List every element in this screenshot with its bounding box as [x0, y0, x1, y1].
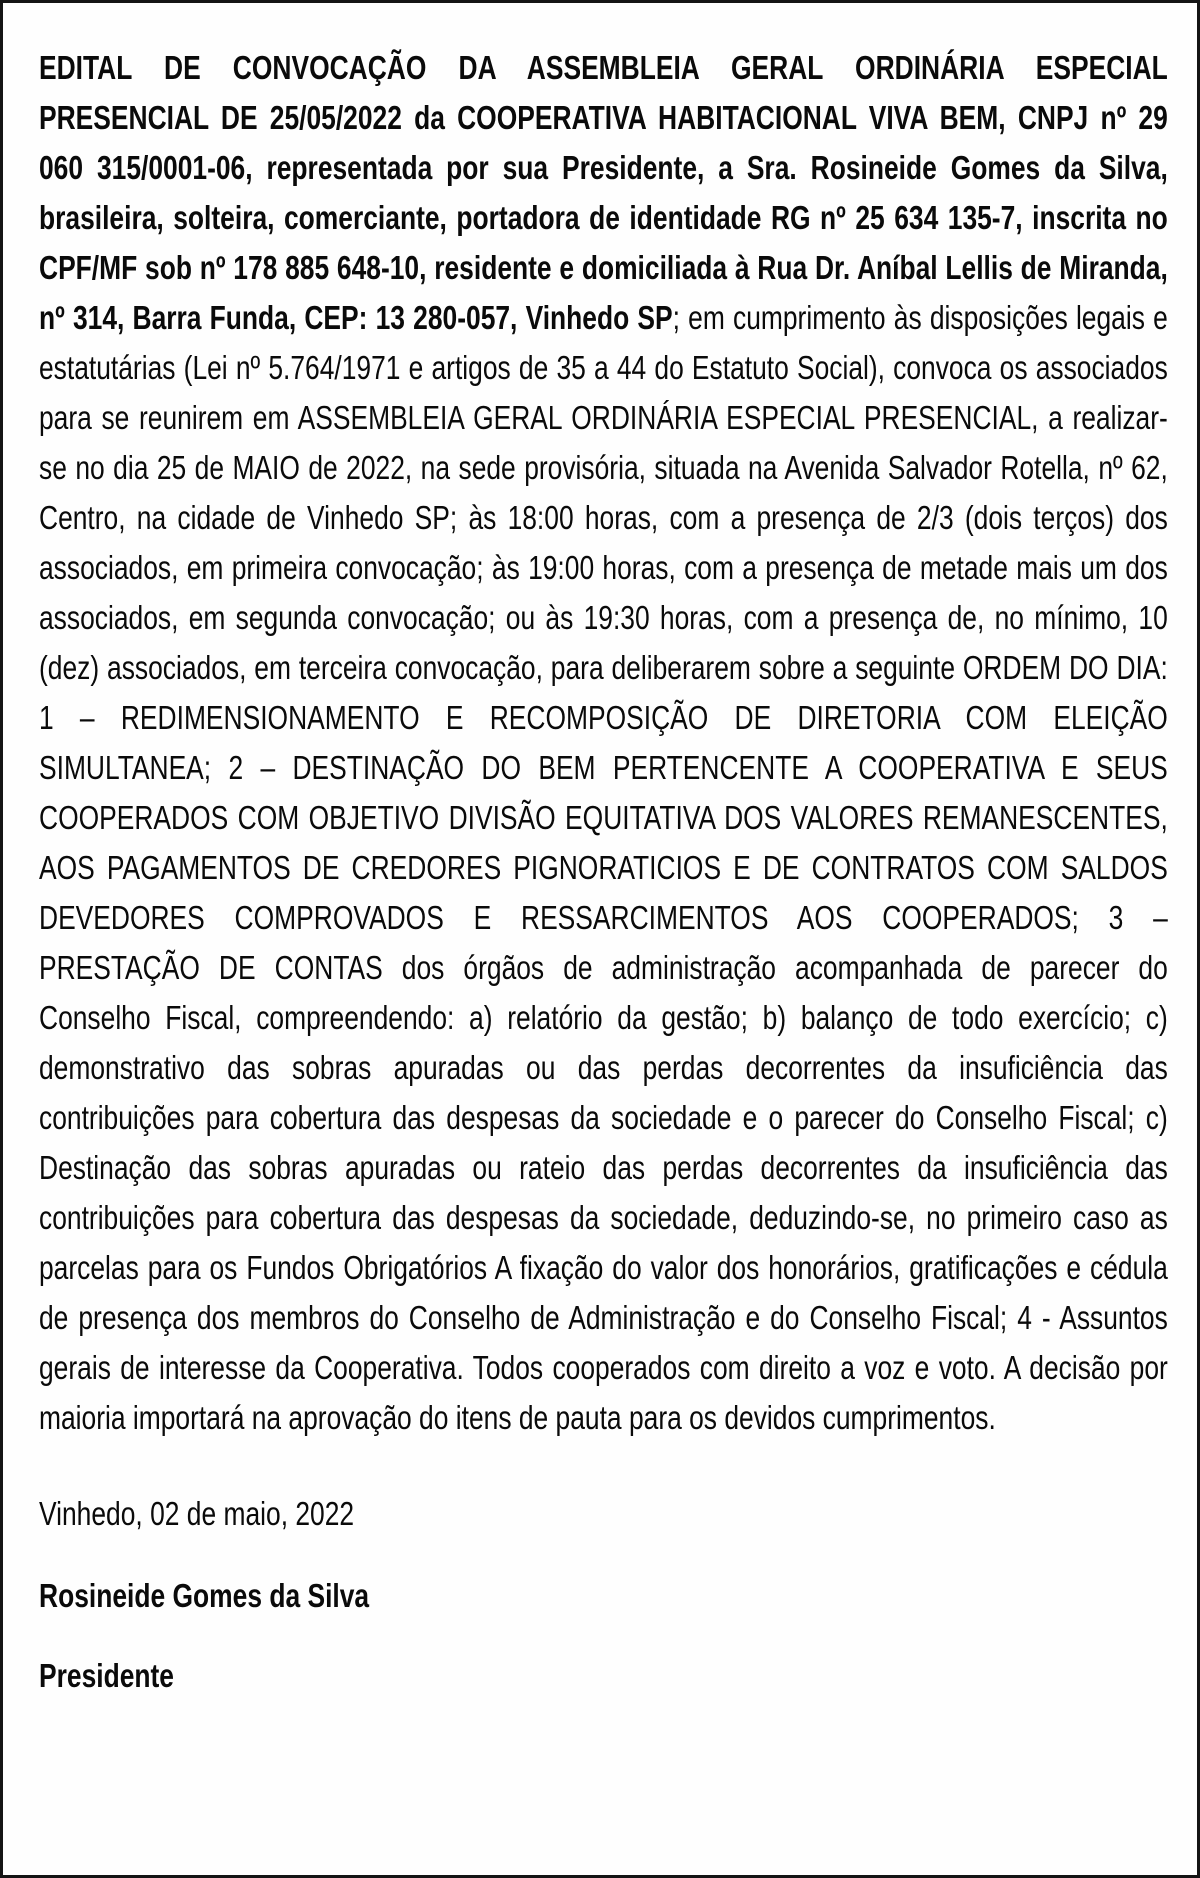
signature-name: Rosineide Gomes da Silva [39, 1577, 370, 1614]
edital-title-intro-bold: EDITAL DE CONVOCAÇÃO DA ASSEMBLEIA GERAL ORDINÁRIA ESPECIAL PRESENCIAL DE 25/05/2022 da COOPERATIVA HABITACIONAL VIVA BEM, CNPJ nº 29 060 315/0001-06, representada por sua Presidente, a Sra. Rosineide Gomes da Silva, brasileira, solteira, comerciante, portadora de identidade RG nº 25 634 135-7, inscrita no CPF/MF sob nº 178 885 648-10, residente e domiciliada à Rua Dr. Aníbal Lellis de Miranda, nº 314, Barra Funda, CEP: 13 280-057, Vinhedo SP [39, 49, 1168, 336]
signature-role: Presidente [39, 1657, 174, 1694]
edital-body-paragraph [39, 43, 1168, 1443]
document-content [39, 43, 1168, 1701]
edital-body-text: ; em cumprimento às disposições legais e estatutárias (Lei nº 5.764/1971 e artigos de 35 a 44 do Estatuto Social), convoca os associados para se reunirem em ASSEMBLEIA GERAL ORDINÁRIA ESPECIAL PRESENCIAL, a realizar-se no dia 25 de MAIO de 2022, na sede provisória, situada na Avenida Salvador Rotella, nº 62, Centro, na cidade de Vinhedo SP; às 18:00 horas, com a presença de 2/3 (dois terços) dos associados, em primeira convocação; às 19:00 horas, com a presença de metade mais um dos associados, em segunda convocação; ou às 19:30 horas, com a presença de, no mínimo, 10 (dez) associados, em terceira convocação, para deliberarem sobre a seguinte ORDEM DO DIA: 1 – REDIMENSIONAMENTO E RECOMPOSIÇÃO DE DIRETORIA COM ELEIÇÃO SIMULTANEA; 2 – DESTINAÇÃO DO BEM PERTENCENTE A COOPERATIVA E SEUS COOPERADOS COM OBJETIVO DIVISÃO EQUITATIVA DOS VALORES REMANESCENTES, AOS PAGAMENTOS DE CREDORES PIGNORATICIOS E DE CONTRATOS COM SALDOS DEVEDORES COMPROVADOS E RESSARCIMENTOS AOS COOPERADOS; 3 – PRESTAÇÃO DE CONTAS dos órgãos de administração acompanhada de parecer do Conselho Fiscal, compreendendo: a) relatório da gestão; b) balanço de todo exercício; c) demonstrativo das sobras apuradas ou das perdas decorrentes da insuficiência das contribuições para cobertura das despesas da sociedade e o parecer do Conselho Fiscal; c) Destinação das sobras apuradas ou rateio das perdas decorrentes da insuficiência das contribuições para cobertura das despesas da sociedade, deduzindo-se, no primeiro caso as parcelas para os Fundos Obrigatórios A fixação do valor dos honorários, gratificações e cédula de presença dos membros do Conselho de Administração e do Conselho Fiscal; 4 - Assuntos gerais de interesse da Cooperativa. Todos cooperados com direito a voz e voto. A decisão por maioria importará na aprovação do itens de pauta para os devidos cumprimentos. [39, 299, 1168, 1436]
date-line: Vinhedo, 02 de maio, 2022 [39, 1495, 355, 1532]
